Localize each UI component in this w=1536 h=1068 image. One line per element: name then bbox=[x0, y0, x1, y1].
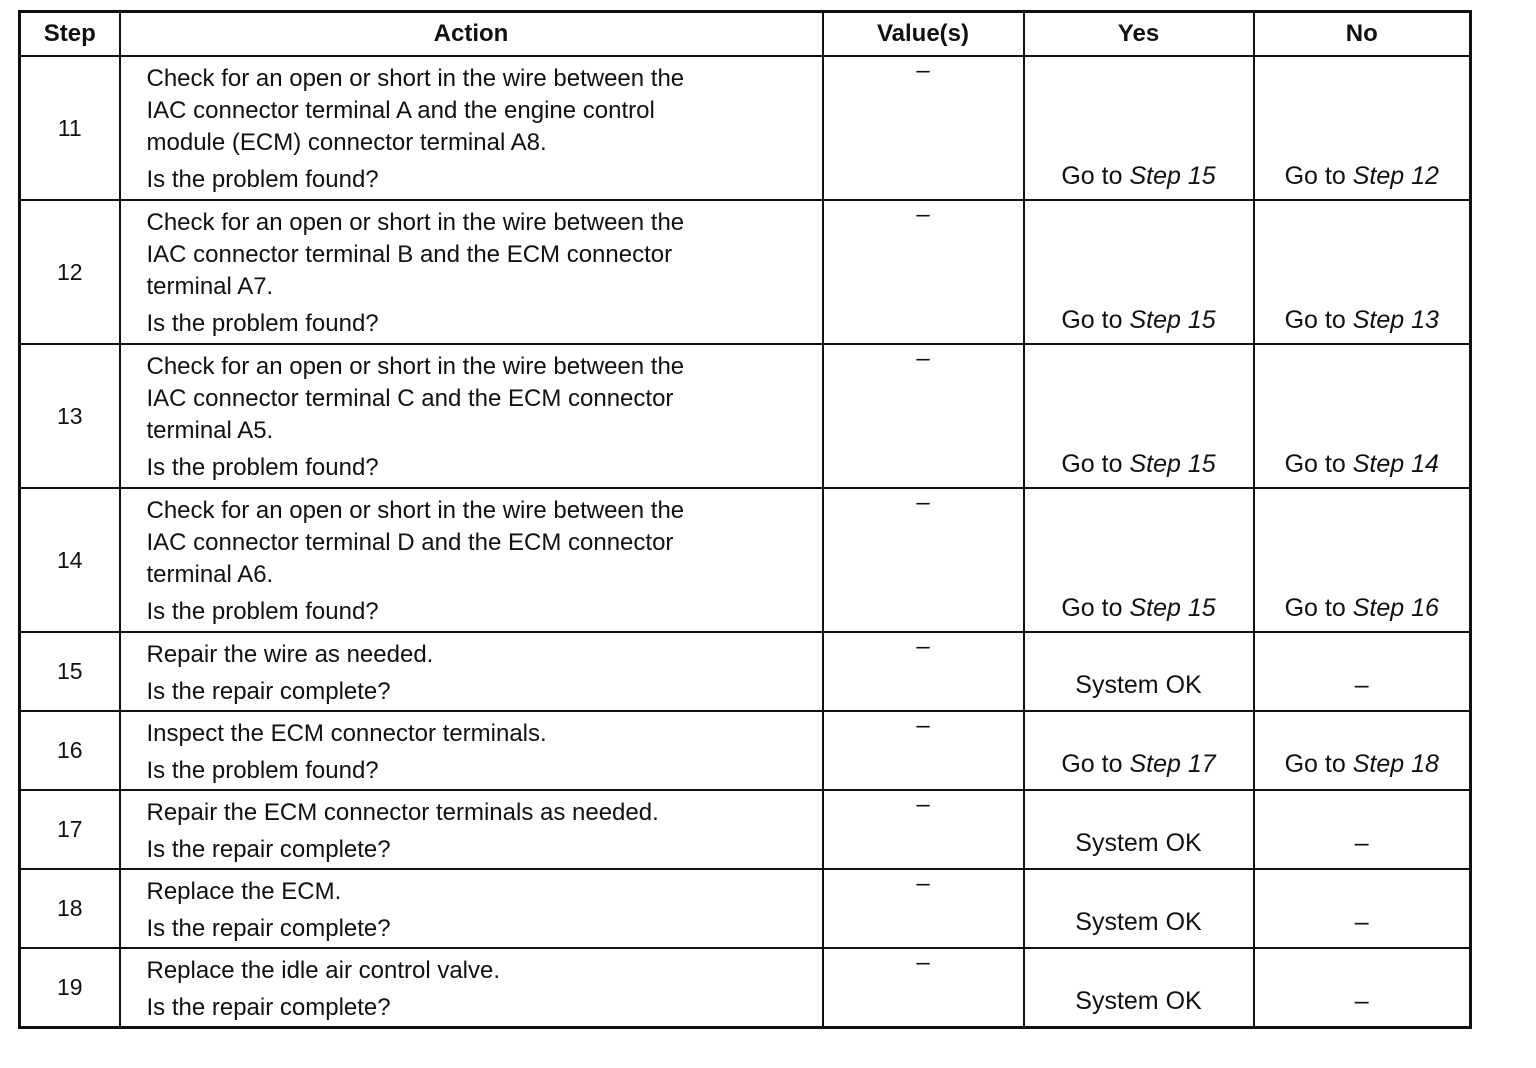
yes-step-reference: Step 15 bbox=[1129, 450, 1216, 478]
yes-result-cell bbox=[1024, 948, 1254, 1028]
yes-result-text: Go to bbox=[1061, 450, 1123, 478]
no-result-cell bbox=[1254, 790, 1471, 869]
action-text-line: Replace the ECM. bbox=[146, 878, 342, 905]
value-text: – bbox=[916, 57, 930, 84]
yes-step-reference: Step 15 bbox=[1129, 594, 1216, 622]
step-number: 16 bbox=[20, 711, 120, 790]
header-row bbox=[20, 12, 1471, 57]
diagnostic-table bbox=[18, 10, 1472, 1029]
yes-result-cell bbox=[1024, 56, 1254, 200]
action-text-line: Replace the idle air control valve. bbox=[146, 957, 501, 984]
no-result-cell bbox=[1254, 948, 1471, 1028]
action-text-line: Check for an open or short in the wire between the bbox=[146, 353, 685, 380]
no-step-reference: Step 13 bbox=[1352, 306, 1439, 334]
action-question: Is the repair complete? bbox=[146, 994, 391, 1021]
no-result-text: – bbox=[1354, 987, 1369, 1015]
no-result-text: – bbox=[1354, 908, 1369, 936]
action-cell bbox=[120, 869, 823, 948]
value-cell bbox=[823, 344, 1024, 488]
yes-result-text: Go to bbox=[1061, 750, 1123, 778]
value-text: – bbox=[916, 791, 930, 818]
action-cell bbox=[120, 200, 823, 344]
yes-step-reference: Step 15 bbox=[1129, 306, 1216, 334]
action-cell bbox=[120, 711, 823, 790]
yes-result-text: Go to bbox=[1061, 306, 1123, 334]
yes-result-cell bbox=[1024, 488, 1254, 632]
table-body bbox=[20, 56, 1471, 1028]
action-text-line: Check for an open or short in the wire between the bbox=[146, 497, 685, 524]
action-question: Is the repair complete? bbox=[146, 678, 391, 705]
value-cell bbox=[823, 632, 1024, 711]
yes-result-text: System OK bbox=[1075, 908, 1202, 936]
step-number: 19 bbox=[20, 948, 120, 1028]
no-result-cell bbox=[1254, 344, 1471, 488]
value-text: – bbox=[916, 870, 930, 897]
action-text-line: IAC connector terminal C and the ECM connector bbox=[146, 385, 674, 412]
action-cell bbox=[120, 948, 823, 1028]
yes-result-text: Go to bbox=[1061, 594, 1123, 622]
value-text: – bbox=[916, 633, 930, 660]
action-question: Is the problem found? bbox=[146, 757, 379, 784]
yes-result-cell bbox=[1024, 790, 1254, 869]
table-row bbox=[20, 200, 1471, 344]
no-result-text: Go to bbox=[1284, 750, 1346, 778]
value-text: – bbox=[916, 345, 930, 372]
value-text: – bbox=[916, 489, 930, 516]
value-cell bbox=[823, 200, 1024, 344]
header-step: Step bbox=[20, 12, 120, 57]
step-number: 11 bbox=[20, 56, 120, 200]
header-values: Value(s) bbox=[823, 12, 1024, 57]
action-text-line: Repair the wire as needed. bbox=[146, 641, 434, 668]
value-cell bbox=[823, 948, 1024, 1028]
step-number: 13 bbox=[20, 344, 120, 488]
no-result-cell bbox=[1254, 200, 1471, 344]
yes-result-text: Go to bbox=[1061, 162, 1123, 190]
yes-result-cell bbox=[1024, 632, 1254, 711]
action-text-line: terminal A5. bbox=[146, 417, 274, 444]
table-row bbox=[20, 869, 1471, 948]
action-question: Is the repair complete? bbox=[146, 915, 391, 942]
action-question: Is the problem found? bbox=[146, 166, 379, 193]
action-text-line: module (ECM) connector terminal A8. bbox=[146, 129, 547, 156]
action-question: Is the problem found? bbox=[146, 310, 379, 337]
header-yes: Yes bbox=[1024, 12, 1254, 57]
yes-result-text: System OK bbox=[1075, 987, 1202, 1015]
step-number: 15 bbox=[20, 632, 120, 711]
yes-result-cell bbox=[1024, 711, 1254, 790]
yes-step-reference: Step 15 bbox=[1129, 162, 1216, 190]
action-text-line: terminal A6. bbox=[146, 561, 274, 588]
value-text: – bbox=[916, 949, 930, 976]
header-action: Action bbox=[120, 12, 823, 57]
no-result-cell bbox=[1254, 56, 1471, 200]
action-text-line: Inspect the ECM connector terminals. bbox=[146, 720, 547, 747]
step-number: 12 bbox=[20, 200, 120, 344]
table-row bbox=[20, 948, 1471, 1028]
value-text: – bbox=[916, 201, 930, 228]
no-step-reference: Step 14 bbox=[1352, 450, 1439, 478]
no-step-reference: Step 12 bbox=[1352, 162, 1439, 190]
value-cell bbox=[823, 790, 1024, 869]
action-text-line: Check for an open or short in the wire between the bbox=[146, 65, 685, 92]
step-number: 17 bbox=[20, 790, 120, 869]
yes-step-reference: Step 17 bbox=[1129, 750, 1216, 778]
action-text-line: Repair the ECM connector terminals as needed. bbox=[146, 799, 659, 826]
action-cell bbox=[120, 344, 823, 488]
yes-result-cell bbox=[1024, 869, 1254, 948]
value-cell bbox=[823, 869, 1024, 948]
yes-result-text: System OK bbox=[1075, 829, 1202, 857]
value-text: – bbox=[916, 712, 930, 739]
action-cell bbox=[120, 790, 823, 869]
no-result-cell bbox=[1254, 711, 1471, 790]
action-text-line: IAC connector terminal A and the engine control bbox=[146, 97, 655, 124]
action-text-line: IAC connector terminal B and the ECM connector bbox=[146, 241, 673, 268]
action-question: Is the problem found? bbox=[146, 598, 379, 625]
step-number: 18 bbox=[20, 869, 120, 948]
table-row bbox=[20, 56, 1471, 200]
yes-result-text: System OK bbox=[1075, 671, 1202, 699]
value-cell bbox=[823, 56, 1024, 200]
no-result-text: Go to bbox=[1284, 594, 1346, 622]
action-text-line: IAC connector terminal D and the ECM connector bbox=[146, 529, 674, 556]
action-text-line: Check for an open or short in the wire between the bbox=[146, 209, 685, 236]
yes-result-cell bbox=[1024, 200, 1254, 344]
no-result-text: Go to bbox=[1284, 162, 1346, 190]
table-row bbox=[20, 344, 1471, 488]
action-question: Is the problem found? bbox=[146, 454, 379, 481]
table-row bbox=[20, 790, 1471, 869]
no-result-text: Go to bbox=[1284, 306, 1346, 334]
no-result-text: Go to bbox=[1284, 450, 1346, 478]
no-step-reference: Step 18 bbox=[1352, 750, 1439, 778]
no-result-text: – bbox=[1354, 671, 1369, 699]
action-cell bbox=[120, 632, 823, 711]
value-cell bbox=[823, 488, 1024, 632]
action-text-line: terminal A7. bbox=[146, 273, 274, 300]
table-row bbox=[20, 488, 1471, 632]
no-result-text: – bbox=[1354, 829, 1369, 857]
no-result-cell bbox=[1254, 869, 1471, 948]
header-no: No bbox=[1254, 12, 1471, 57]
action-cell bbox=[120, 56, 823, 200]
action-question: Is the repair complete? bbox=[146, 836, 391, 863]
table-row bbox=[20, 711, 1471, 790]
no-result-cell bbox=[1254, 488, 1471, 632]
value-cell bbox=[823, 711, 1024, 790]
action-cell bbox=[120, 488, 823, 632]
yes-result-cell bbox=[1024, 344, 1254, 488]
no-result-cell bbox=[1254, 632, 1471, 711]
table-row bbox=[20, 632, 1471, 711]
step-number: 14 bbox=[20, 488, 120, 632]
no-step-reference: Step 16 bbox=[1352, 594, 1439, 622]
